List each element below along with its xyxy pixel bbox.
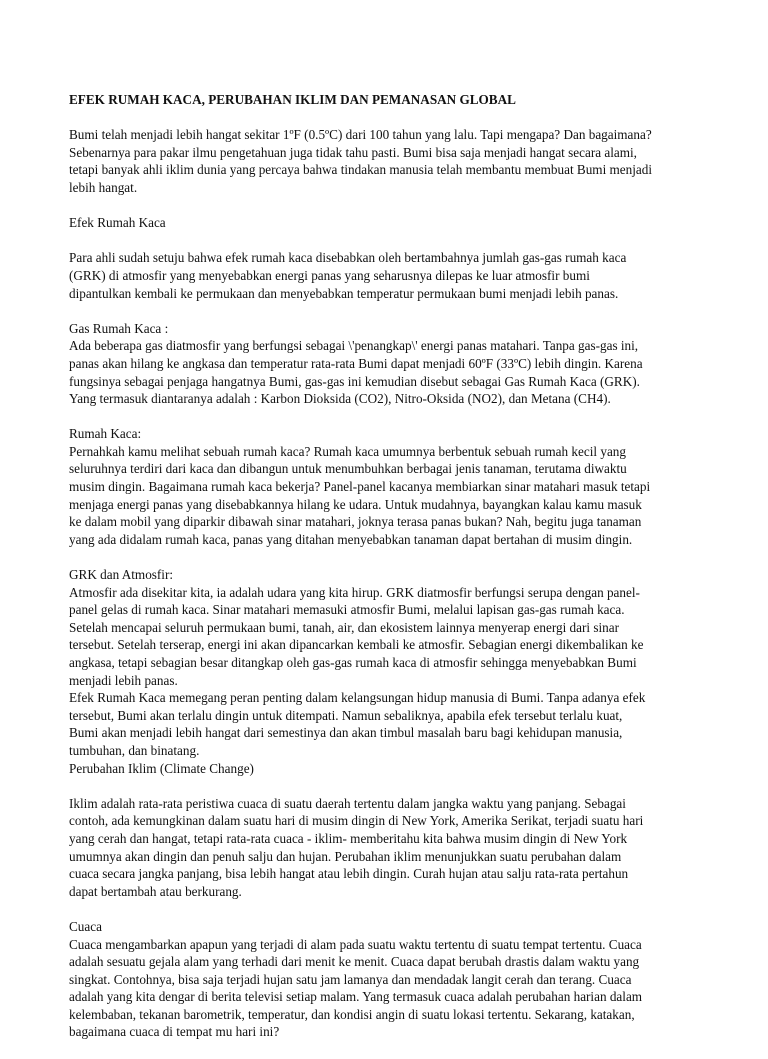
text-line: Iklim adalah rata-rata peristiwa cuaca di suatu daerah tertentu dalam jangka waktu yang panjang. Sebagai (69, 795, 626, 811)
text-line: Ada beberapa gas diatmosfir yang berfungsi sebagai \'penangkap\' energi panas matahari. Tanpa gas-gas ini, (69, 338, 639, 354)
text-line: Efek Rumah Kaca (69, 215, 166, 231)
text-line: Para ahli sudah setuju bahwa efek rumah kaca disebabkan oleh bertambahnya jumlah gas-gas rumah kaca (69, 250, 627, 266)
text-line: musim dingin. Bagaimana rumah kaca bekerja? Panel-panel kacanya membiarkan sinar matahari masuk tetapi (69, 479, 651, 495)
text-line: ke dalam mobil yang diparkir dibawah sinar matahari, joknya terasa panas bukan? Nah, begitu juga tanaman (69, 514, 642, 530)
text-line: GRK dan Atmosfir: (69, 567, 174, 583)
text-line: Gas Rumah Kaca : (69, 320, 169, 336)
text-line: Bumi akan menjadi lebih hangat dari semestinya dan akan timbul masalah baru bagi kehidupan manusia, (69, 725, 623, 741)
text-line: (GRK) di atmosfir yang menyebabkan energi panas yang seharusnya dilepas ke luar atmosfir bumi (69, 267, 590, 283)
grk-atmosfir-section (69, 566, 709, 777)
text-line: tumbuhan, dan binatang. (69, 742, 200, 758)
text-line: Rumah Kaca: (69, 426, 142, 442)
heading-efek-rumah-kaca (69, 214, 709, 232)
text-line: menjadi lebih panas. (69, 672, 178, 688)
document-content (69, 126, 709, 1041)
text-line: menjaga energi panas yang disebabkannya hilang ke udara. Untuk mudahnya, bayangkan kalau kamu masuk (69, 496, 642, 512)
text-line: adalah yang kita dengar di berita televisi setiap malam. Yang termasuk cuaca adalah perubahan harian dalam (69, 989, 643, 1005)
text-line: seluruhnya terdiri dari kaca dan dibangun untuk menumbuhkan berbagai jenis tanaman, terutama diwaktu (69, 461, 627, 477)
text-line: Bumi telah menjadi lebih hangat sekitar 1ºF (0.5ºC) dari 100 tahun yang lalu. Tapi mengapa? Dan bagaimana? (69, 127, 652, 143)
text-line: dapat bertambah atau berkurang. (69, 883, 242, 899)
text-line: adalah sesuatu gejala alam yang terhadi dari menit ke menit. Cuaca dapat berubah drastis dalam waktu yang (69, 954, 640, 970)
text-line: Pernahkah kamu melihat sebuah rumah kaca? Rumah kaca umumnya berbentuk sebuah rumah kecil yang (69, 443, 626, 459)
text-line: Cuaca (69, 918, 102, 934)
text-line: Setelah mencapai seluruh permukaan bumi, tanah, air, dan ekosistem lainnya menyerap energi dari sinar (69, 619, 619, 635)
text-line: Atmosfir ada disekitar kita, ia adalah udara yang kita hirup. GRK diatmosfir berfungsi serupa dengan panel- (69, 584, 640, 600)
text-line: kelembaban, tekanan barometrik, temperatur, dan kondisi angin di suatu lokasi tertentu. Sekarang, katakan, (69, 1006, 635, 1022)
text-line: fungsinya sebagai penjaga hangatnya Bumi, gas-gas ini kemudian disebut sebagai Gas Rumah Kaca (GRK). (69, 373, 640, 389)
text-line: yang cerah dan hangat, tetapi rata-rata cuaca - iklim- memberitahu kita bahwa musim dingin di New York (69, 830, 628, 846)
text-line: lebih hangat. (69, 179, 138, 195)
text-line: angkasa, tetapi sebagian besar ditangkap oleh gas-gas rumah kaca di atmosfir sehingga menyebabkan Bumi (69, 655, 637, 670)
text-line: tersebut. Setelah terserap, energi ini akan dipancarkan kembali ke atmosfir. Sebagian energi dikembalikan ke (69, 637, 644, 653)
cuaca-section (69, 918, 709, 1041)
iklim-paragraph (69, 795, 709, 901)
text-line: Perubahan Iklim (Climate Change) (69, 760, 254, 776)
text-line: panas akan hilang ke angkasa dan temperatur rata-rata Bumi dapat menjadi 60ºF (33ºC) lebih dingin. Karena (69, 355, 643, 371)
text-line: yang ada didalam rumah kaca, panas yang ditahan menyebabkan tanaman dapat bertahan di musim dingin. (69, 531, 633, 547)
text-line: cuaca secara jangka panjang, bisa lebih hangat atau lebih dingin. Curah hujan atau salju rata-rata pertahun (69, 866, 629, 882)
document-body (69, 91, 709, 1059)
text-line: panel gelas di rumah kaca. Sinar matahari memasuki atmosfir Bumi, melalui lapisan gas-gas rumah kaca. (69, 602, 625, 618)
document-title: EFEK RUMAH KACA, PERUBAHAN IKLIM DAN PEMANASAN GLOBAL (69, 92, 516, 107)
text-line: singkat. Contohnya, bisa saja terjadi hujan satu jam lamanya dan mendadak langit cerah dan terang. Cuaca (69, 971, 632, 987)
efek-rumah-kaca-paragraph (69, 249, 709, 302)
text-line: Efek Rumah Kaca memegang peran penting dalam kelangsungan hidup manusia di Bumi. Tanpa adanya efek (69, 690, 646, 706)
intro-paragraph (69, 126, 709, 196)
text-line: Yang termasuk diantaranya adalah : Karbon Dioksida (CO2), Nitro-Oksida (NO2), dan Metana (CH4). (69, 391, 611, 407)
text-line: Cuaca mengambarkan apapun yang terjadi di alam pada suatu waktu tertentu di suatu tempat tertentu. Cuaca (69, 936, 642, 952)
text-line: tersebut, Bumi akan terlalu dingin untuk ditempati. Namun sebaliknya, apabila efek tersebut terlalu kuat, (69, 707, 623, 723)
rumah-kaca-section (69, 425, 709, 548)
text-line: tetapi banyak ahli iklim dunia yang percaya bahwa tindakan manusia telah membantu membuat Bumi menjadi (69, 162, 653, 178)
text-line: umumnya akan dingin dan penuh salju dan hujan. Perubahan iklim menunjukkan suatu perubahan dalam (69, 848, 622, 864)
text-line: contoh, ada kemungkinan dalam suatu hari di musim dingin di New York, Amerika Serikat, terjadi suatu hari (69, 813, 644, 829)
text-line: dipantulkan kembali ke permukaan dan menyebabkan temperatur permukaan bumi menjadi lebih panas. (69, 285, 619, 301)
text-line: Sebenarnya para pakar ilmu pengetahuan juga tidak tahu pasti. Bumi bisa saja menjadi hangat secara alami, (69, 144, 637, 160)
text-line: bagaimana cuaca di tempat mu hari ini? (69, 1024, 280, 1040)
gas-rumah-kaca-section (69, 320, 709, 408)
